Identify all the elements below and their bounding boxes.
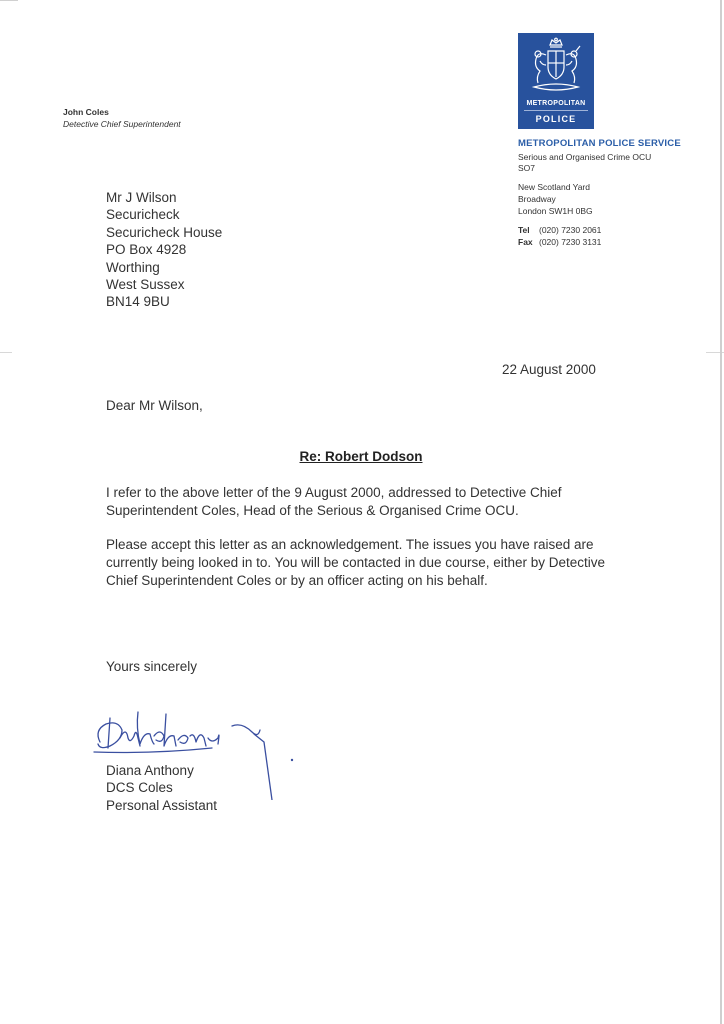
fax-number: (020) 7230 3131 bbox=[539, 237, 602, 247]
telephone-row bbox=[518, 225, 601, 236]
signatory-on-behalf: DCS Coles bbox=[106, 780, 173, 796]
organisation-name: METROPOLITAN POLICE SERVICE bbox=[518, 138, 681, 149]
recipient-line: Securicheck bbox=[106, 207, 180, 223]
address-line-1: New Scotland Yard bbox=[518, 182, 590, 192]
signatory-name: Diana Anthony bbox=[106, 763, 194, 778]
signatory-block bbox=[106, 762, 217, 814]
letter-date: 22 August 2000 bbox=[502, 362, 596, 377]
scan-mark-left bbox=[0, 352, 12, 353]
recipient-line: PO Box 4928 bbox=[106, 242, 187, 258]
subject-line bbox=[0, 449, 724, 464]
logo-line-2: POLICE bbox=[535, 114, 577, 124]
address-line-3: London SW1H 0BG bbox=[518, 206, 593, 216]
telephone-label: Tel bbox=[518, 225, 530, 235]
fax-label: Fax bbox=[518, 237, 533, 247]
logo-divider bbox=[524, 110, 588, 111]
fax-row bbox=[518, 237, 601, 248]
recipient-address bbox=[106, 189, 222, 311]
recipient-line: Mr J Wilson bbox=[106, 190, 177, 205]
body-paragraph-1: I refer to the above letter of the 9 August 2000, addressed to Detective Chief Superintendent Coles, Head of the Serious & Organised Crime OCU. bbox=[106, 485, 562, 518]
closing: Yours sincerely bbox=[106, 659, 198, 674]
recipient-line: Worthing bbox=[106, 259, 160, 275]
telephone-number: (020) 7230 2061 bbox=[539, 225, 602, 235]
sender-name: John Coles bbox=[63, 107, 109, 117]
recipient-line: West Sussex bbox=[106, 277, 185, 293]
crest-icon bbox=[524, 37, 588, 97]
organisation-code: SO7 bbox=[518, 163, 536, 173]
scan-edge bbox=[720, 0, 722, 1024]
scan-mark-top bbox=[0, 0, 18, 1]
body-paragraph-2: Please accept this letter as an acknowledgement. The issues you have raised are currently being looked in to. You will be contacted in due course, either by Detective Chief Superintendent Coles or by an officer acting on his behalf. bbox=[106, 537, 606, 588]
recipient-line: Securicheck House bbox=[106, 224, 223, 240]
recipient-line: BN14 9BU bbox=[106, 294, 170, 310]
salutation: Dear Mr Wilson, bbox=[106, 398, 203, 413]
organisation-unit: Serious and Organised Crime OCU bbox=[518, 152, 652, 162]
logo-line-1: METROPOLITAN bbox=[526, 100, 586, 107]
subject-text: Re: Robert Dodson bbox=[299, 449, 423, 464]
address-line-2: Broadway bbox=[518, 194, 556, 204]
sender-title: Detective Chief Superintendent bbox=[63, 119, 181, 129]
signatory-role: Personal Assistant bbox=[106, 797, 218, 813]
metropolitan-police-logo bbox=[518, 33, 594, 129]
